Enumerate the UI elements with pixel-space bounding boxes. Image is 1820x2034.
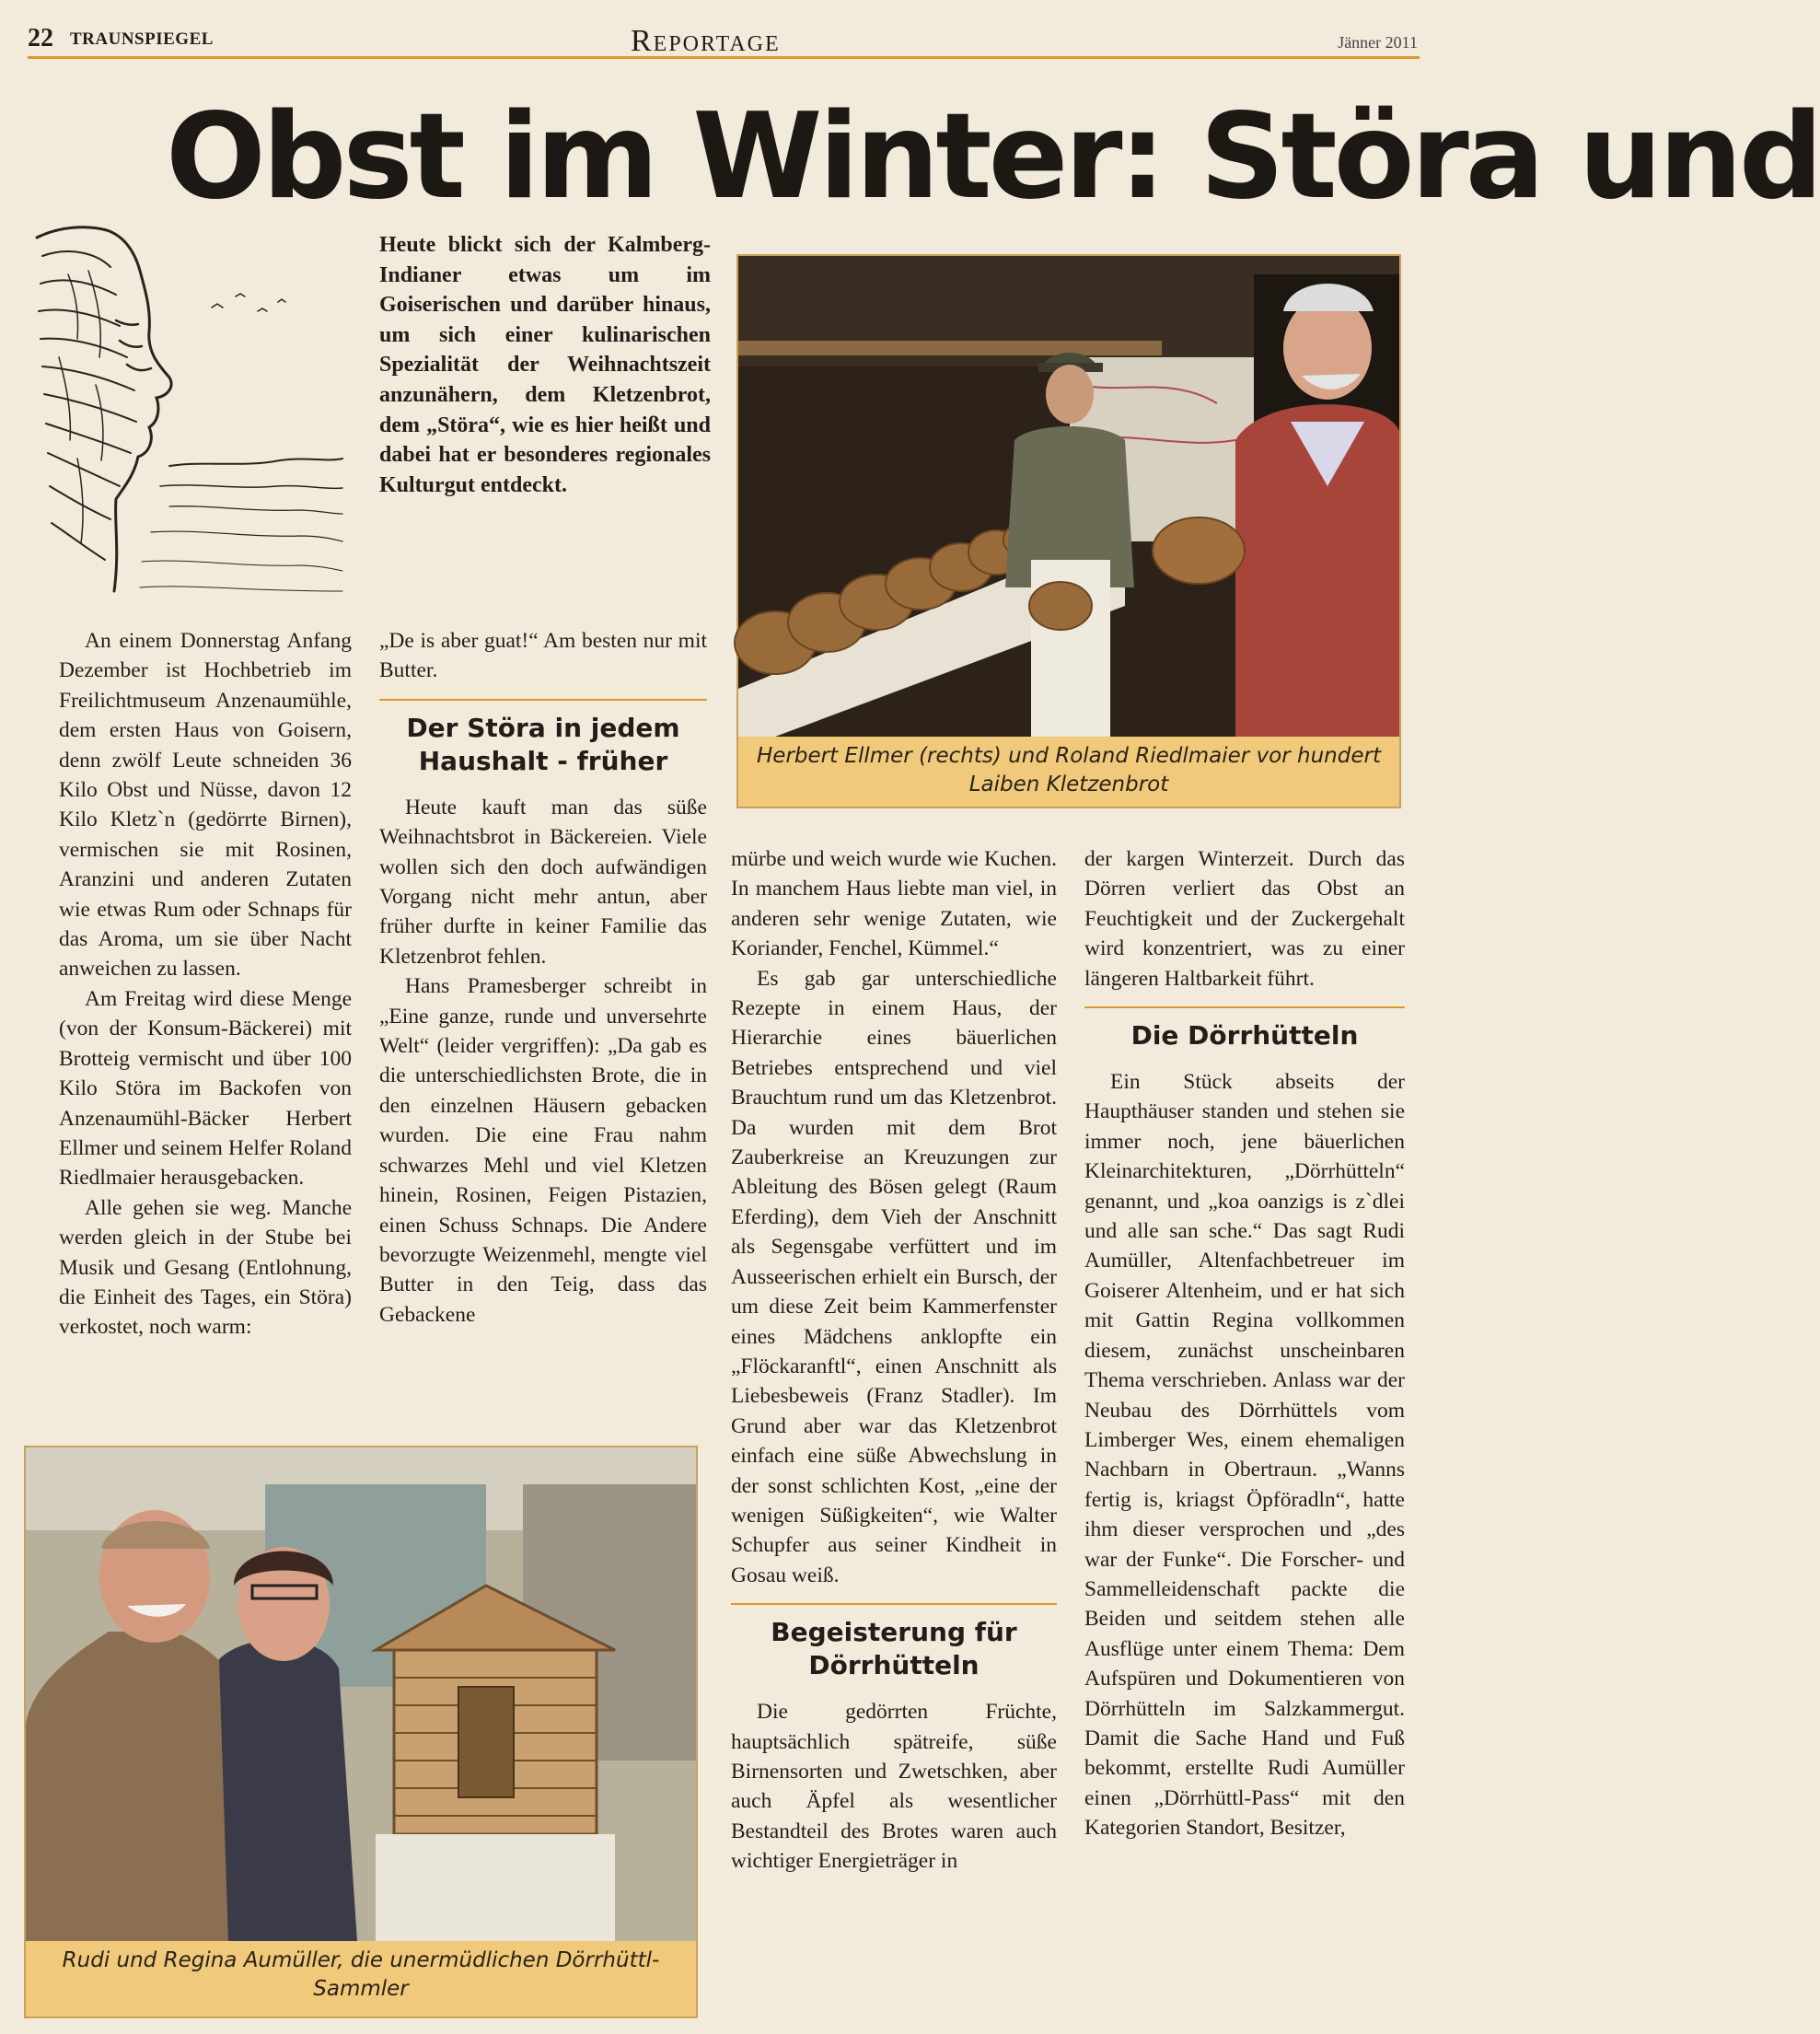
bakers-photo bbox=[736, 254, 1401, 808]
col2-paragraph-0: „De is aber guat!“ Am besten nur mit Butter. bbox=[379, 629, 707, 683]
collectors-photo bbox=[24, 1446, 698, 2018]
col4-paragraph-2: Ein Stück abseits der Haupthäuser standen und stehen sie immer noch, jene bäuerlichen Kleinarchitekturen, „Dörrhütteln“ genannt, und „koa oanzigs is z`dlei und alle san sche.“ Das sagt Rudi Aumüller, Altenfachbetreuer im Goiserer Altenheim, und er hat sich mit Gattin Regina vollkommen diesem, zunächst unscheinbaren Thema verschrieben. Anlass war der Neubau des Dörrhüttels vom Limberger Wes, einem ehemaligen Nachbarn in Obertraun. „Wanns fertig is, kriagst Öpföradln“, hatte ihm dieser versprochen und „des war der Funke“. Die Forscher- und Sammelleidenschaft packte die Beiden und seitdem stehen alle Ausflüge unter einem Thema: Dem Aufspüren und Dokumentieren von Dörrhütteln im Salzkammergut. Damit die Sache Hand und Fuß bekommt, erstellte Rudi Aumüller einen „Dörrhüttl-Pass“ mit den Kategorien Standort, Besitzer, bbox=[1084, 1070, 1405, 1841]
col3-paragraph-2: Es gab gar unterschiedliche Rezepte in einem Haus, der Hierarchie eines bäuerlichen Betriebes entsprechend und viel Brauchtum rund um das Kletzenbrot. Da wurden mit dem Brot Zauberkreise an Kreuzungen zur Ableitung des Bösen gelegt (Raum Eferding), dem Vieh der Anschnitt als Segensgabe verfüttert und im Ausseerischen erhielt ein Bursch, der um diese Zeit beim Kammerfenster eines Mädchens anklopfte ein „Flöckaranftl“, einen Anschnitt als Liebesbeweis (Franz Stadler). Im Grund aber war das Kletzenbrot einfach eine süße Abwechslung in der sonst schlichten Kost, „eine der wenigen Süßigkeiten“, wie Walter Schupfer aus seiner Kindheit in Gosau weiß. bbox=[731, 966, 1057, 1587]
collectors-photo-image bbox=[26, 1447, 696, 1941]
article-headline: Obst im Winter: Störa und bbox=[166, 88, 1820, 226]
subhead-begeisterung: Begeisterung für Dörrhütteln bbox=[731, 1603, 1057, 1682]
column-4 bbox=[1084, 844, 1405, 1843]
col1-paragraph-2: Am Freitag wird diese Menge (von der Konsum-Bäckerei) mit Brotteig vermischt und über 100 Kilo Störa im Backofen von Anzenaumühl-Bäcker Herbert Ellmer und seinem Helfer Roland Riedlmaier herausgebacken. bbox=[59, 986, 352, 1191]
page-header bbox=[28, 22, 1420, 59]
col2-paragraph-1: Heute kauft man das süße Weihnachtsbrot in Bäckereien. Viele wollen sich den doch aufwändigen Vorgang nicht mehr antun, aber früher durfte in keiner Familie das Kletzenbrot fehlen. bbox=[379, 795, 707, 969]
col3-paragraph-1: mürbe und weich wurde wie Kuchen. In manchem Haus liebte man viel, in anderen sehr wenige Zutaten, wie Koriander, Fenchel, Kümmel.“ bbox=[731, 847, 1057, 961]
publication-name: TRAUNSPIEGEL bbox=[70, 29, 214, 49]
bakers-photo-caption: Herbert Ellmer (rechts) und Roland Riedlmaier vor hundert Laiben Kletzenbrot bbox=[757, 744, 1381, 796]
column-3 bbox=[731, 844, 1057, 1877]
col1-paragraph-1: An einem Donnerstag Anfang Dezember ist Hochbetrieb im Freilichtmuseum Anzenaumühle, dem ersten Haus von Goisern, denn zwölf Leute schneiden 36 Kilo Obst und Nüsse, davon 12 Kilo Kletz`n (gedörrte Birnen), vermischen sie mit Rosinen, Aranzini und anderen Zutaten wie etwas Rum oder Schnaps für das Aroma, um sie über Nacht anweichen zu lassen. bbox=[59, 629, 352, 982]
col4-paragraph-1: der kargen Winterzeit. Durch das Dörren verliert das Obst an Feuchtigkeit und der Zuckergehalt wird konzentriert, was zu einer längeren Haltbarkeit führt. bbox=[1084, 847, 1405, 991]
subhead-stoera-haushalt: Der Störa in jedem Haushalt - früher bbox=[379, 699, 707, 778]
col3-paragraph-3: Die gedörrten Früchte, hauptsächlich spätreife, süße Birnensorten und Zwetschken, aber auch Äpfel als wesentlicher Bestandteil des Brotes waren auch wichtiger Energieträger in bbox=[731, 1700, 1057, 1874]
column-1 bbox=[59, 626, 352, 1342]
col2-paragraph-2: Hans Pramesberger schreibt in „Eine ganze, runde und unversehrte Welt“ (leider vergriffen): „Da gab es die unterschiedlichsten Brote, die in den einzelnen Häusern gebacken wurden. Die eine Frau nahm schwarzes Mehl und viel Kletzen hinein, Rosinen, Feigen Pistazien, einen Schuss Schnaps. Die Andere bevorzugte Weizenmehl, mengte viel Butter in den Teig, dass das Gebackene bbox=[379, 974, 707, 1327]
collectors-photo-caption: Rudi und Regina Aumüller, die unermüdlichen Dörrhüttl-Sammler bbox=[62, 1948, 660, 2001]
article-intro: Heute blickt sich der Kalmberg-Indianer etwas um im Goiserischen und darüber hinaus, um sich einer kulinarischen Spezialität der Weihnachtszeit anzunähern, dem Kletzenbrot, dem „Störa“, wie es hier heißt und dabei hat er besonderes regionales Kulturgut entdeckt. bbox=[379, 233, 711, 497]
bakers-photo-image bbox=[738, 256, 1399, 737]
column-2 bbox=[379, 626, 707, 1330]
page-number: 22 bbox=[28, 24, 53, 52]
subhead-doerrhuetteln: Die Dörrhütteln bbox=[1084, 1006, 1405, 1052]
issue-date: Jänner 2011 bbox=[1338, 33, 1418, 52]
col1-paragraph-3: Alle gehen sie weg. Manche werden gleich in der Stube bei Musik und Gesang (Entlohnung, die Einheit des Tages, ein Störa) verkostet, noch warm: bbox=[59, 1195, 352, 1340]
section-title: Reportage bbox=[631, 24, 781, 58]
kalmberg-indianer-drawing bbox=[31, 219, 346, 597]
